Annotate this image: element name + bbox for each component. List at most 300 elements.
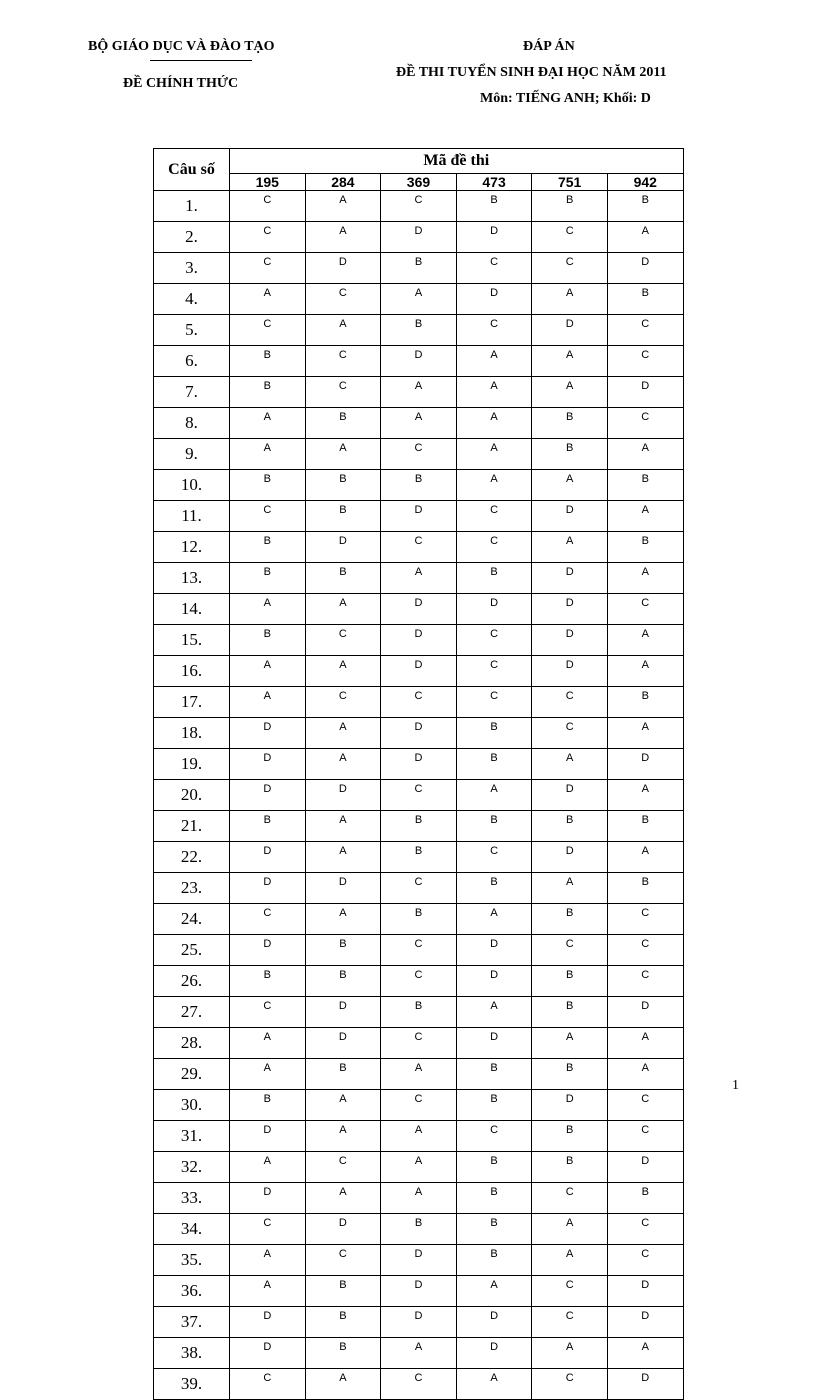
answer-cell: B <box>381 904 457 935</box>
answer-cell: B <box>532 1059 608 1090</box>
ministry-underline <box>150 60 252 61</box>
answer-cell: B <box>456 191 532 222</box>
answer-cell: C <box>230 253 306 284</box>
answer-cell: D <box>381 625 457 656</box>
answer-cell: D <box>230 780 306 811</box>
table-row <box>154 1276 684 1307</box>
table-row <box>154 1090 684 1121</box>
answer-cell: A <box>305 718 381 749</box>
answer-cell: D <box>381 1307 457 1338</box>
answer-cell: A <box>381 377 457 408</box>
answer-cell: B <box>532 904 608 935</box>
answer-cell: D <box>532 501 608 532</box>
question-number: 24. <box>154 904 230 935</box>
answer-cell: D <box>456 284 532 315</box>
answer-cell: A <box>305 749 381 780</box>
answer-cell: B <box>381 811 457 842</box>
answer-cell: C <box>532 1369 608 1400</box>
answer-cell: B <box>305 1059 381 1090</box>
answer-cell: D <box>456 1338 532 1369</box>
answer-cell: C <box>456 253 532 284</box>
answer-cell: A <box>532 377 608 408</box>
answer-cell: A <box>456 439 532 470</box>
question-number: 27. <box>154 997 230 1028</box>
question-number: 3. <box>154 253 230 284</box>
answer-cell: C <box>456 532 532 563</box>
table-row <box>154 532 684 563</box>
answer-cell: C <box>230 1369 306 1400</box>
answer-cell: A <box>381 408 457 439</box>
question-number: 22. <box>154 842 230 873</box>
exam-code-0: 195 <box>230 174 306 191</box>
question-number: 11. <box>154 501 230 532</box>
question-number: 4. <box>154 284 230 315</box>
answer-cell: B <box>230 563 306 594</box>
answer-cell: B <box>532 1152 608 1183</box>
answer-cell: A <box>532 346 608 377</box>
table-row <box>154 749 684 780</box>
exam-code-row <box>154 174 684 191</box>
answer-cell: C <box>456 842 532 873</box>
answer-cell: D <box>607 997 683 1028</box>
table-row <box>154 718 684 749</box>
answer-cell: C <box>456 501 532 532</box>
table-row <box>154 284 684 315</box>
answer-cell: C <box>381 966 457 997</box>
table-row <box>154 966 684 997</box>
question-number: 29. <box>154 1059 230 1090</box>
answer-cell: D <box>607 1307 683 1338</box>
answer-cell: D <box>456 935 532 966</box>
table-row <box>154 1338 684 1369</box>
answer-cell: D <box>230 1183 306 1214</box>
answer-cell: C <box>607 346 683 377</box>
answer-cell: A <box>607 1338 683 1369</box>
answer-cell: C <box>230 1214 306 1245</box>
answer-cell: C <box>381 191 457 222</box>
answer-cell: D <box>230 1121 306 1152</box>
answer-cell: B <box>456 749 532 780</box>
exam-title: ĐỀ THI TUYỂN SINH ĐẠI HỌC NĂM 2011 <box>396 65 667 80</box>
ministry-name: BỘ GIÁO DỤC VÀ ĐÀO TẠO <box>88 39 275 54</box>
question-number-header: Câu số <box>154 149 230 191</box>
question-number: 5. <box>154 315 230 346</box>
answer-cell: B <box>381 997 457 1028</box>
table-row <box>154 470 684 501</box>
answer-cell: B <box>381 842 457 873</box>
answer-cell: C <box>305 284 381 315</box>
table-row <box>154 811 684 842</box>
answer-cell: A <box>230 439 306 470</box>
answer-cell: A <box>607 439 683 470</box>
question-number: 9. <box>154 439 230 470</box>
answer-cell: D <box>456 222 532 253</box>
answer-cell: A <box>456 1369 532 1400</box>
answer-cell: C <box>230 315 306 346</box>
question-number: 19. <box>154 749 230 780</box>
answer-cell: B <box>456 1183 532 1214</box>
answer-cell: B <box>456 1059 532 1090</box>
table-row <box>154 997 684 1028</box>
answer-cell: C <box>230 501 306 532</box>
answer-cell: A <box>532 532 608 563</box>
answer-cell: B <box>381 315 457 346</box>
answer-cell: D <box>381 501 457 532</box>
answer-cell: B <box>230 532 306 563</box>
answer-cell: B <box>532 408 608 439</box>
answer-key-table <box>153 148 684 1400</box>
table-row <box>154 501 684 532</box>
table-row <box>154 842 684 873</box>
answer-cell: D <box>381 594 457 625</box>
answer-cell: A <box>305 811 381 842</box>
answer-cell: A <box>456 470 532 501</box>
answer-cell: B <box>230 1090 306 1121</box>
answer-cell: C <box>381 873 457 904</box>
answer-cell: B <box>381 1214 457 1245</box>
answer-cell: D <box>305 1214 381 1245</box>
question-number: 34. <box>154 1214 230 1245</box>
answer-cell: D <box>305 1028 381 1059</box>
page-number: 1 <box>732 1078 739 1093</box>
answer-cell: B <box>456 811 532 842</box>
answer-cell: B <box>607 873 683 904</box>
answer-cell: C <box>532 222 608 253</box>
answer-cell: D <box>532 780 608 811</box>
answer-cell: A <box>607 718 683 749</box>
answer-cell: D <box>381 656 457 687</box>
answer-cell: A <box>305 594 381 625</box>
answer-cell: A <box>305 1369 381 1400</box>
answer-cell: B <box>607 532 683 563</box>
answer-cell: B <box>607 1183 683 1214</box>
answer-cell: A <box>230 656 306 687</box>
answer-cell: D <box>607 1276 683 1307</box>
answer-cell: B <box>532 439 608 470</box>
answer-cell: D <box>532 842 608 873</box>
answer-cell: A <box>230 1245 306 1276</box>
answer-cell: A <box>230 1276 306 1307</box>
answer-cell: A <box>607 656 683 687</box>
answer-cell: A <box>230 1028 306 1059</box>
answer-cell: B <box>456 1214 532 1245</box>
answer-cell: A <box>607 501 683 532</box>
table-row <box>154 563 684 594</box>
answer-cell: A <box>532 1028 608 1059</box>
table-row <box>154 1214 684 1245</box>
answer-cell: D <box>381 749 457 780</box>
answer-cell: A <box>381 1183 457 1214</box>
answer-cell: B <box>305 563 381 594</box>
answer-cell: D <box>381 718 457 749</box>
answer-cell: C <box>607 1214 683 1245</box>
answer-cell: B <box>607 284 683 315</box>
answer-cell: D <box>532 625 608 656</box>
answer-cell: B <box>456 1152 532 1183</box>
answer-cell: D <box>305 780 381 811</box>
subject-line: Môn: TIẾNG ANH; Khối: D <box>480 91 651 106</box>
answer-cell: C <box>305 1245 381 1276</box>
table-row <box>154 904 684 935</box>
answer-cell: A <box>381 1059 457 1090</box>
answer-cell: C <box>381 532 457 563</box>
answer-cell: A <box>532 470 608 501</box>
exam-code-3: 473 <box>456 174 532 191</box>
question-number: 30. <box>154 1090 230 1121</box>
table-row <box>154 1121 684 1152</box>
question-number: 20. <box>154 780 230 811</box>
answer-cell: B <box>230 377 306 408</box>
answer-cell: C <box>456 315 532 346</box>
question-number: 15. <box>154 625 230 656</box>
question-number: 36. <box>154 1276 230 1307</box>
answer-cell: B <box>607 191 683 222</box>
answer-cell: C <box>607 935 683 966</box>
table-row <box>154 1183 684 1214</box>
answer-cell: A <box>532 284 608 315</box>
answer-cell: D <box>305 253 381 284</box>
answer-cell: C <box>532 687 608 718</box>
answer-cell: D <box>532 656 608 687</box>
question-number: 17. <box>154 687 230 718</box>
answer-cell: A <box>230 594 306 625</box>
answer-cell: A <box>456 997 532 1028</box>
question-number: 7. <box>154 377 230 408</box>
answer-cell: D <box>381 1245 457 1276</box>
answer-cell: B <box>230 470 306 501</box>
answer-cell: A <box>532 1245 608 1276</box>
answer-cell: B <box>456 1090 532 1121</box>
answer-cell: C <box>532 718 608 749</box>
table-row <box>154 377 684 408</box>
answer-cell: A <box>305 439 381 470</box>
answer-cell: C <box>230 904 306 935</box>
answer-cell: B <box>305 470 381 501</box>
answer-cell: A <box>305 1183 381 1214</box>
answer-cell: C <box>607 594 683 625</box>
answer-cell: B <box>607 470 683 501</box>
answer-cell: B <box>305 1307 381 1338</box>
question-number: 16. <box>154 656 230 687</box>
answer-cell: C <box>381 687 457 718</box>
answer-cell: A <box>305 1090 381 1121</box>
answer-cell: A <box>532 1338 608 1369</box>
table-row <box>154 191 684 222</box>
answer-cell: B <box>456 563 532 594</box>
answer-cell: A <box>456 904 532 935</box>
table-row <box>154 1245 684 1276</box>
answer-cell: A <box>607 625 683 656</box>
table-row <box>154 315 684 346</box>
answer-cell: C <box>305 625 381 656</box>
answer-cell: A <box>532 749 608 780</box>
answer-cell: A <box>456 780 532 811</box>
answer-cell: B <box>381 470 457 501</box>
answer-cell: C <box>607 904 683 935</box>
question-number: 31. <box>154 1121 230 1152</box>
exam-code-5: 942 <box>607 174 683 191</box>
answer-rows <box>154 191 684 1400</box>
answer-cell: B <box>456 873 532 904</box>
answer-cell: D <box>230 749 306 780</box>
question-number: 14. <box>154 594 230 625</box>
answer-cell: C <box>607 408 683 439</box>
answer-cell: A <box>381 1121 457 1152</box>
answer-cell: B <box>381 253 457 284</box>
question-number: 38. <box>154 1338 230 1369</box>
answer-cell: B <box>230 811 306 842</box>
table-row <box>154 780 684 811</box>
answer-cell: C <box>607 966 683 997</box>
question-number: 35. <box>154 1245 230 1276</box>
answer-cell: D <box>305 997 381 1028</box>
answer-cell: B <box>532 966 608 997</box>
question-number: 21. <box>154 811 230 842</box>
answer-cell: C <box>305 346 381 377</box>
table-row <box>154 222 684 253</box>
answer-cell: B <box>305 1338 381 1369</box>
answer-cell: B <box>532 1121 608 1152</box>
answer-cell: D <box>230 842 306 873</box>
answer-cell: C <box>532 1307 608 1338</box>
answer-cell: A <box>305 222 381 253</box>
answer-cell: C <box>456 625 532 656</box>
answer-cell: A <box>305 191 381 222</box>
answer-cell: D <box>607 1369 683 1400</box>
answer-cell: A <box>230 687 306 718</box>
answer-cell: D <box>532 1090 608 1121</box>
answer-cell: A <box>607 1028 683 1059</box>
exam-code-1: 284 <box>305 174 381 191</box>
question-number: 33. <box>154 1183 230 1214</box>
answer-cell: A <box>305 315 381 346</box>
answer-cell: A <box>607 1059 683 1090</box>
answer-cell: C <box>230 191 306 222</box>
answer-cell: D <box>607 749 683 780</box>
answer-cell: D <box>230 873 306 904</box>
question-number: 25. <box>154 935 230 966</box>
answer-cell: A <box>607 780 683 811</box>
answer-cell: A <box>607 563 683 594</box>
answer-cell: B <box>230 966 306 997</box>
answer-cell: A <box>230 284 306 315</box>
answer-cell: A <box>456 408 532 439</box>
answer-cell: A <box>532 1214 608 1245</box>
answer-cell: C <box>381 935 457 966</box>
answer-cell: A <box>381 1152 457 1183</box>
answer-key-title: ĐÁP ÁN <box>523 39 575 54</box>
answer-cell: A <box>456 1276 532 1307</box>
exam-code-header: Mã đề thi <box>230 149 684 174</box>
answer-cell: A <box>381 563 457 594</box>
answer-cell: D <box>230 718 306 749</box>
answer-cell: A <box>230 408 306 439</box>
table-row <box>154 1028 684 1059</box>
answer-cell: D <box>381 222 457 253</box>
answer-cell: D <box>230 1307 306 1338</box>
table-row <box>154 687 684 718</box>
official-label: ĐỀ CHÍNH THỨC <box>123 76 239 91</box>
answer-cell: A <box>305 1121 381 1152</box>
answer-cell: B <box>532 811 608 842</box>
answer-cell: D <box>607 253 683 284</box>
answer-cell: D <box>305 873 381 904</box>
answer-cell: A <box>456 377 532 408</box>
answer-cell: C <box>607 1090 683 1121</box>
answer-cell: C <box>230 222 306 253</box>
answer-cell: C <box>607 1245 683 1276</box>
table-row <box>154 1307 684 1338</box>
table-row <box>154 346 684 377</box>
answer-cell: B <box>305 966 381 997</box>
answer-cell: A <box>532 873 608 904</box>
answer-cell: C <box>532 253 608 284</box>
question-number: 10. <box>154 470 230 501</box>
answer-cell: C <box>532 1183 608 1214</box>
table-row <box>154 439 684 470</box>
answer-cell: A <box>381 284 457 315</box>
answer-cell: D <box>456 594 532 625</box>
answer-cell: C <box>381 1369 457 1400</box>
table-row <box>154 1152 684 1183</box>
answer-cell: D <box>305 532 381 563</box>
question-number: 8. <box>154 408 230 439</box>
answer-cell: C <box>532 1276 608 1307</box>
answer-cell: B <box>532 997 608 1028</box>
answer-cell: D <box>230 1338 306 1369</box>
answer-cell: D <box>381 1276 457 1307</box>
answer-cell: A <box>456 346 532 377</box>
question-number: 1. <box>154 191 230 222</box>
table-row <box>154 935 684 966</box>
question-number: 6. <box>154 346 230 377</box>
answer-cell: A <box>607 222 683 253</box>
answer-cell: D <box>532 315 608 346</box>
answer-cell: A <box>381 1338 457 1369</box>
table-row <box>154 656 684 687</box>
answer-cell: D <box>456 1028 532 1059</box>
answer-cell: A <box>607 842 683 873</box>
answer-cell: C <box>532 935 608 966</box>
answer-cell: D <box>607 377 683 408</box>
table-row <box>154 873 684 904</box>
answer-cell: D <box>607 1152 683 1183</box>
answer-cell: B <box>230 346 306 377</box>
table-row <box>154 1369 684 1400</box>
answer-cell: C <box>381 780 457 811</box>
question-number: 39. <box>154 1369 230 1400</box>
question-number: 37. <box>154 1307 230 1338</box>
answer-cell: C <box>456 687 532 718</box>
answer-cell: B <box>230 625 306 656</box>
answer-cell: D <box>532 594 608 625</box>
answer-cell: D <box>381 346 457 377</box>
answer-cell: A <box>305 842 381 873</box>
question-number: 26. <box>154 966 230 997</box>
answer-cell: A <box>305 904 381 935</box>
answer-cell: B <box>607 811 683 842</box>
answer-cell: A <box>305 656 381 687</box>
answer-cell: C <box>305 1152 381 1183</box>
answer-cell: D <box>230 935 306 966</box>
table-row <box>154 625 684 656</box>
answer-cell: C <box>381 1028 457 1059</box>
answer-cell: C <box>607 315 683 346</box>
answer-cell: C <box>230 997 306 1028</box>
answer-cell: B <box>305 408 381 439</box>
table-row <box>154 594 684 625</box>
answer-cell: B <box>456 718 532 749</box>
